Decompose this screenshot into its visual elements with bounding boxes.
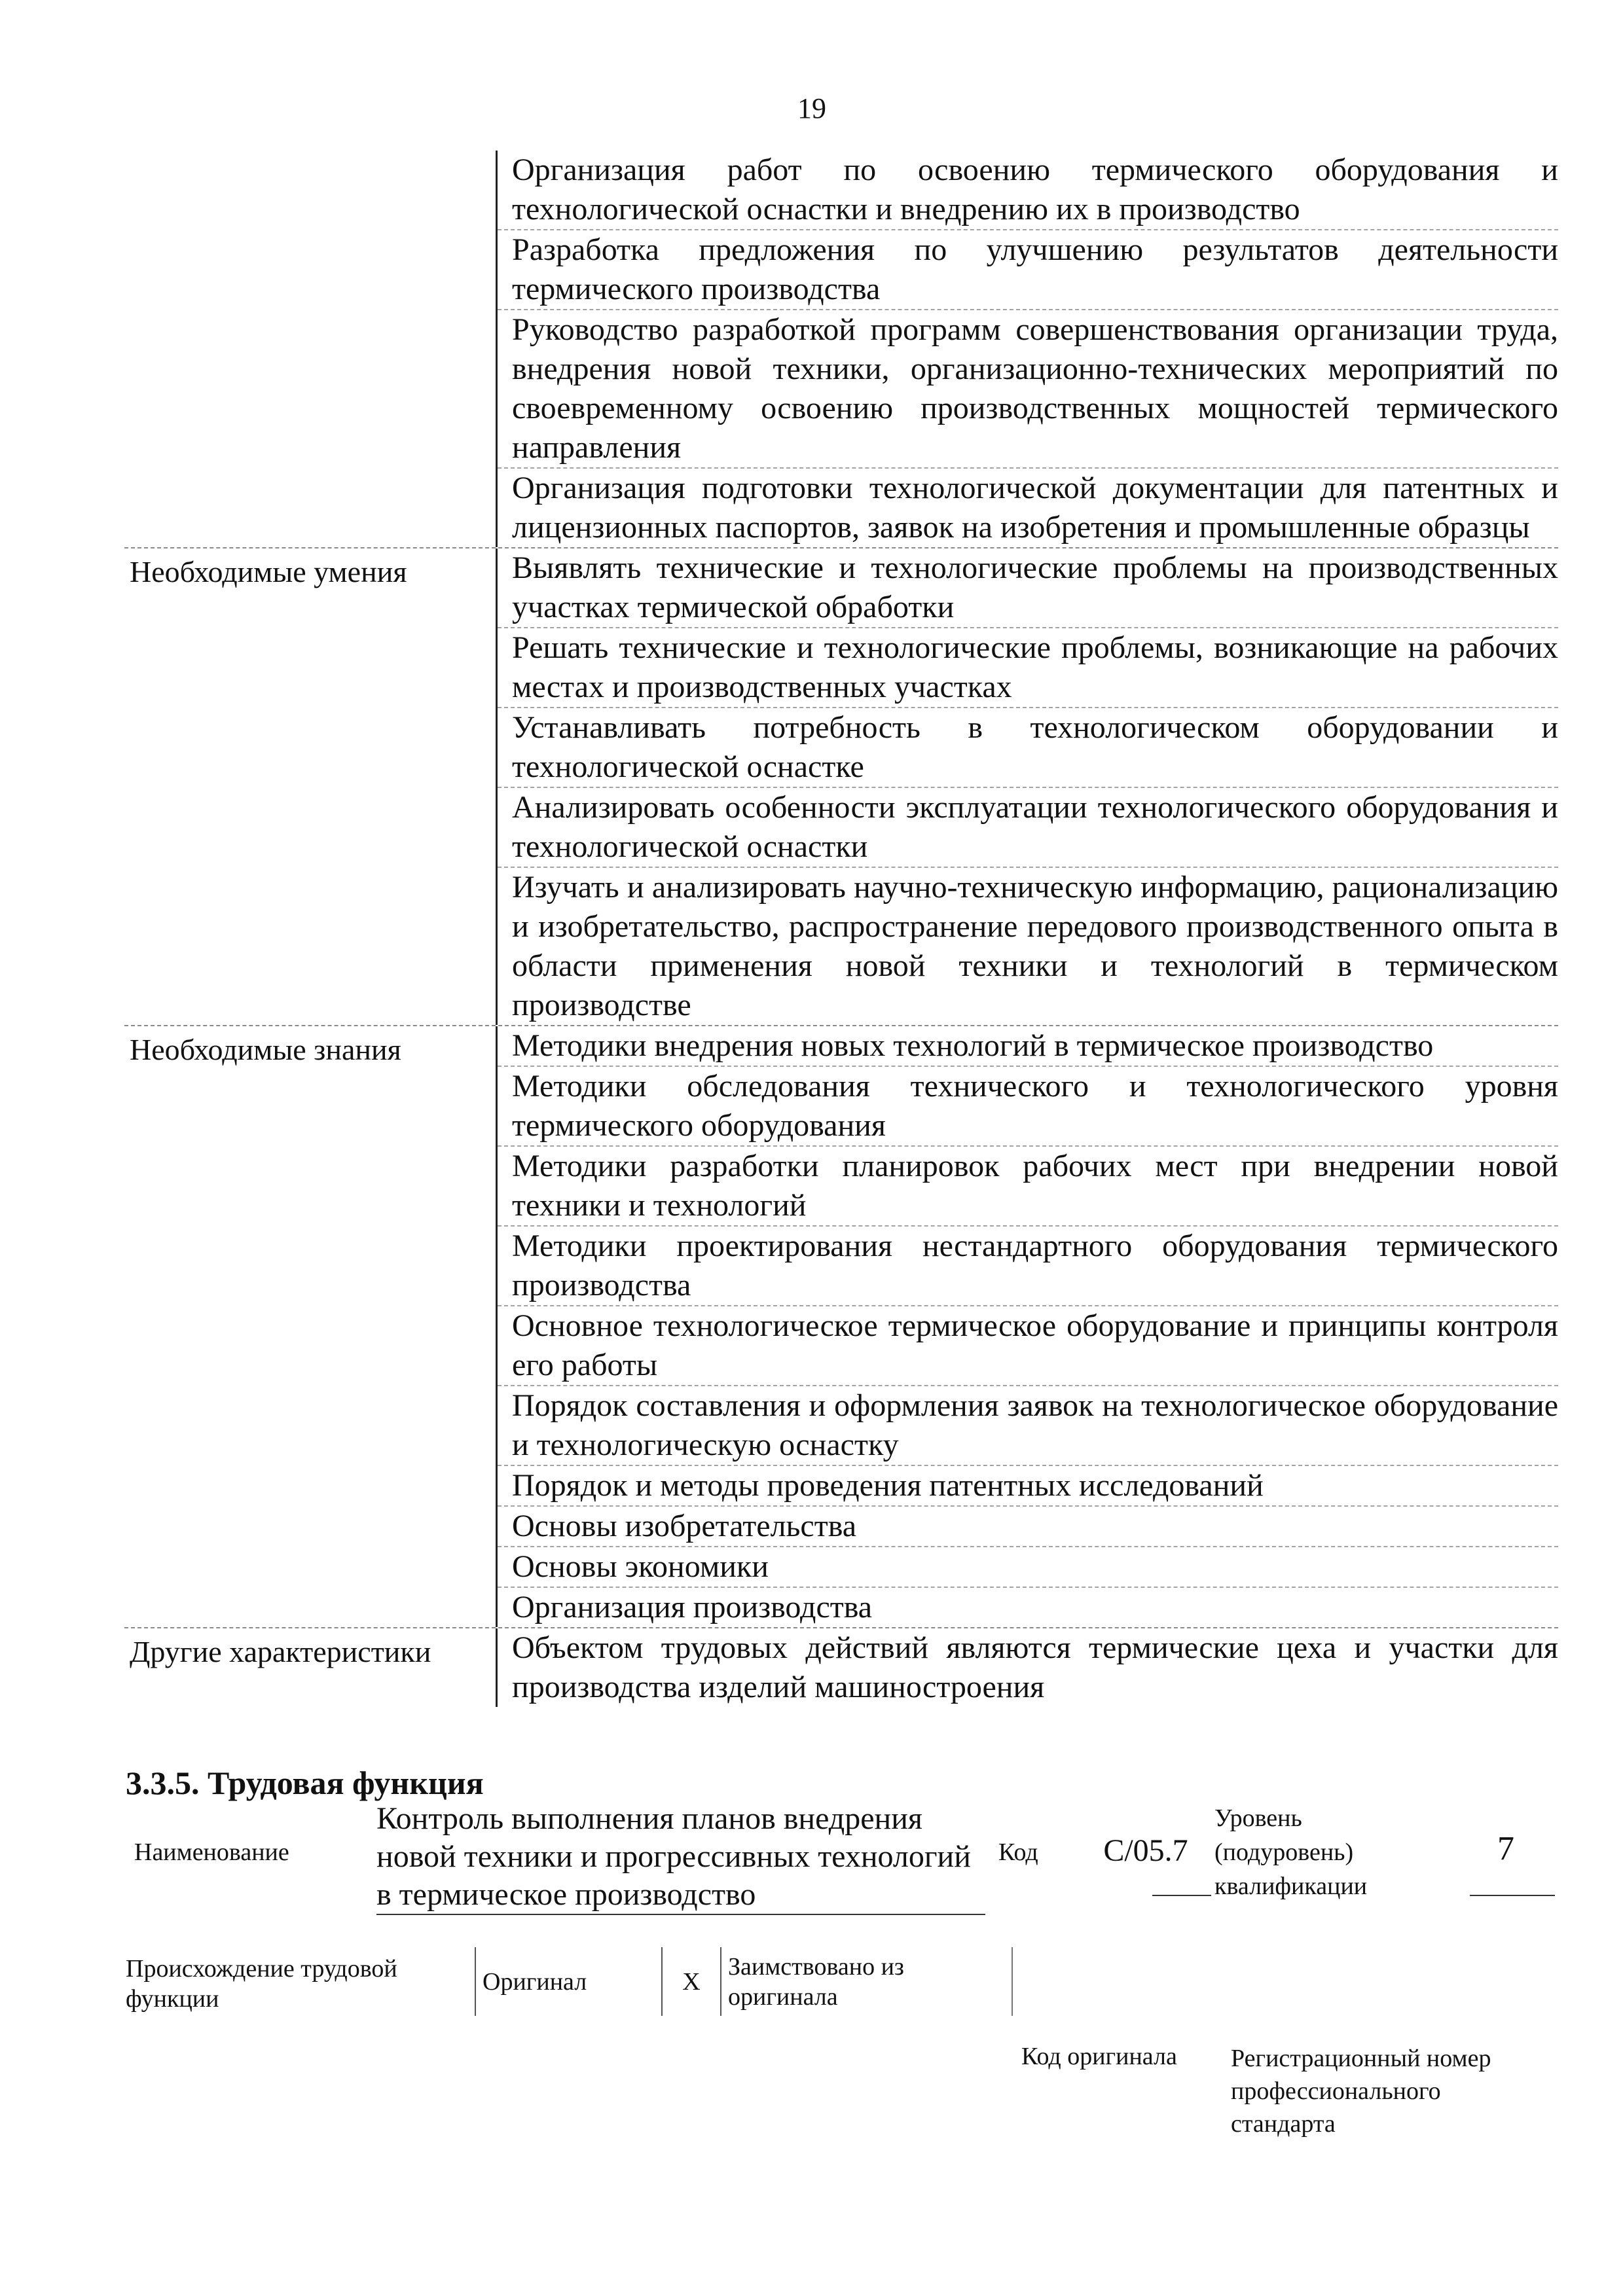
- table-row: Руководство разработкой программ совершенствования организации труда, внедрения новой техники, организационно-технических мероприятий по своевременному освоению производственных мощностей термического направления: [498, 310, 1558, 469]
- name-label: Наименование: [134, 1839, 289, 1866]
- table-row: Организация подготовки технологической документации для патентных и лицензионных паспортов, заявок на изобретения и промышленные образцы: [512, 471, 1558, 545]
- section-items: [498, 548, 1558, 1025]
- section-items: [498, 151, 1558, 547]
- section-items: [498, 1026, 1558, 1627]
- table-row: Выявлять технические и технологические проблемы на производственных участках термической обработки: [498, 548, 1558, 628]
- table-row: Анализировать особенности эксплуатации технологического оборудования и технологической оснастки: [498, 788, 1558, 868]
- table-row: Порядок и методы проведения патентных исследований: [498, 1466, 1558, 1507]
- section-label: Необходимые знания: [124, 1026, 498, 1627]
- table-section: [124, 151, 1558, 548]
- section-label: Необходимые умения: [124, 548, 498, 1025]
- origin-box: [475, 1947, 998, 2016]
- section-items: [498, 1628, 1558, 1707]
- function-name-value: Контроль выполнения планов внедрения новой техники и прогрессивных технологий в термическое производство: [376, 1800, 985, 1915]
- requirements-table: [124, 151, 1558, 1707]
- table-row: Организация производства: [512, 1590, 873, 1624]
- table-section: [124, 1628, 1558, 1707]
- table-row: Решать технические и технологические проблемы, возникающие на рабочих местах и производственных участках: [498, 628, 1558, 708]
- table-row: Методики разработки планировок рабочих мест при внедрении новой техники и технологий: [498, 1147, 1558, 1227]
- table-row: Методики обследования технического и технологического уровня термического оборудования: [498, 1067, 1558, 1147]
- code-label: Код: [998, 1839, 1038, 1866]
- code-value: C/05.7: [1103, 1833, 1188, 1868]
- table-row: Основное технологическое термическое оборудование и принципы контроля его работы: [498, 1306, 1558, 1386]
- table-row: Устанавливать потребность в технологическом оборудовании и технологической оснастке: [498, 708, 1558, 788]
- origin-label: Происхождение трудовой функции: [126, 1955, 397, 2013]
- qualification-level-value: 7: [1497, 1830, 1514, 1867]
- table-section: [124, 1026, 1558, 1628]
- registration-number-label: Регистрационный номер профессионального стандарта: [1231, 2045, 1491, 2138]
- table-row: Изучать и анализировать научно-техническую информацию, рационализацию и изобретательство, распространение передового производственного опыта в области применения новой техники и технологий в термическом производстве: [512, 870, 1558, 1022]
- origin-mark: X: [661, 1947, 720, 2016]
- page-number: 19: [797, 92, 826, 124]
- table-row: Порядок составления и оформления заявок на технологическое оборудование и технологическую оснастку: [498, 1386, 1558, 1466]
- level-underline: [1470, 1895, 1555, 1896]
- origin-borrowed: Заимствовано из оригинала: [720, 1947, 998, 2016]
- original-code-label: Код оригинала: [1021, 2043, 1177, 2070]
- table-row: Методики проектирования нестандартного оборудования термического производства: [498, 1227, 1558, 1306]
- table-row: Объектом трудовых действий являются термические цеха и участки для производства изделий машиностроения: [512, 1630, 1558, 1704]
- table-row: Основы изобретательства: [498, 1507, 1558, 1547]
- section-label: Другие характеристики: [124, 1628, 498, 1707]
- table-section: [124, 548, 1558, 1026]
- table-row: Методики внедрения новых технологий в термическое производство: [498, 1026, 1558, 1067]
- table-row: Организация работ по освоению термического оборудования и технологической оснастки и внедрению их в производство: [498, 151, 1558, 230]
- qualification-level-label: Уровень (подуровень) квалификации: [1214, 1804, 1368, 1900]
- table-row: Основы экономики: [498, 1547, 1558, 1588]
- section-heading: 3.3.5. Трудовая функция: [126, 1765, 484, 1801]
- code-underline: [1152, 1895, 1211, 1896]
- table-row: Разработка предложения по улучшению результатов деятельности термического производства: [498, 230, 1558, 310]
- section-label: [124, 151, 498, 547]
- original-code-box-divider: [1012, 1947, 1013, 2016]
- origin-original: Оригинал: [475, 1947, 661, 2016]
